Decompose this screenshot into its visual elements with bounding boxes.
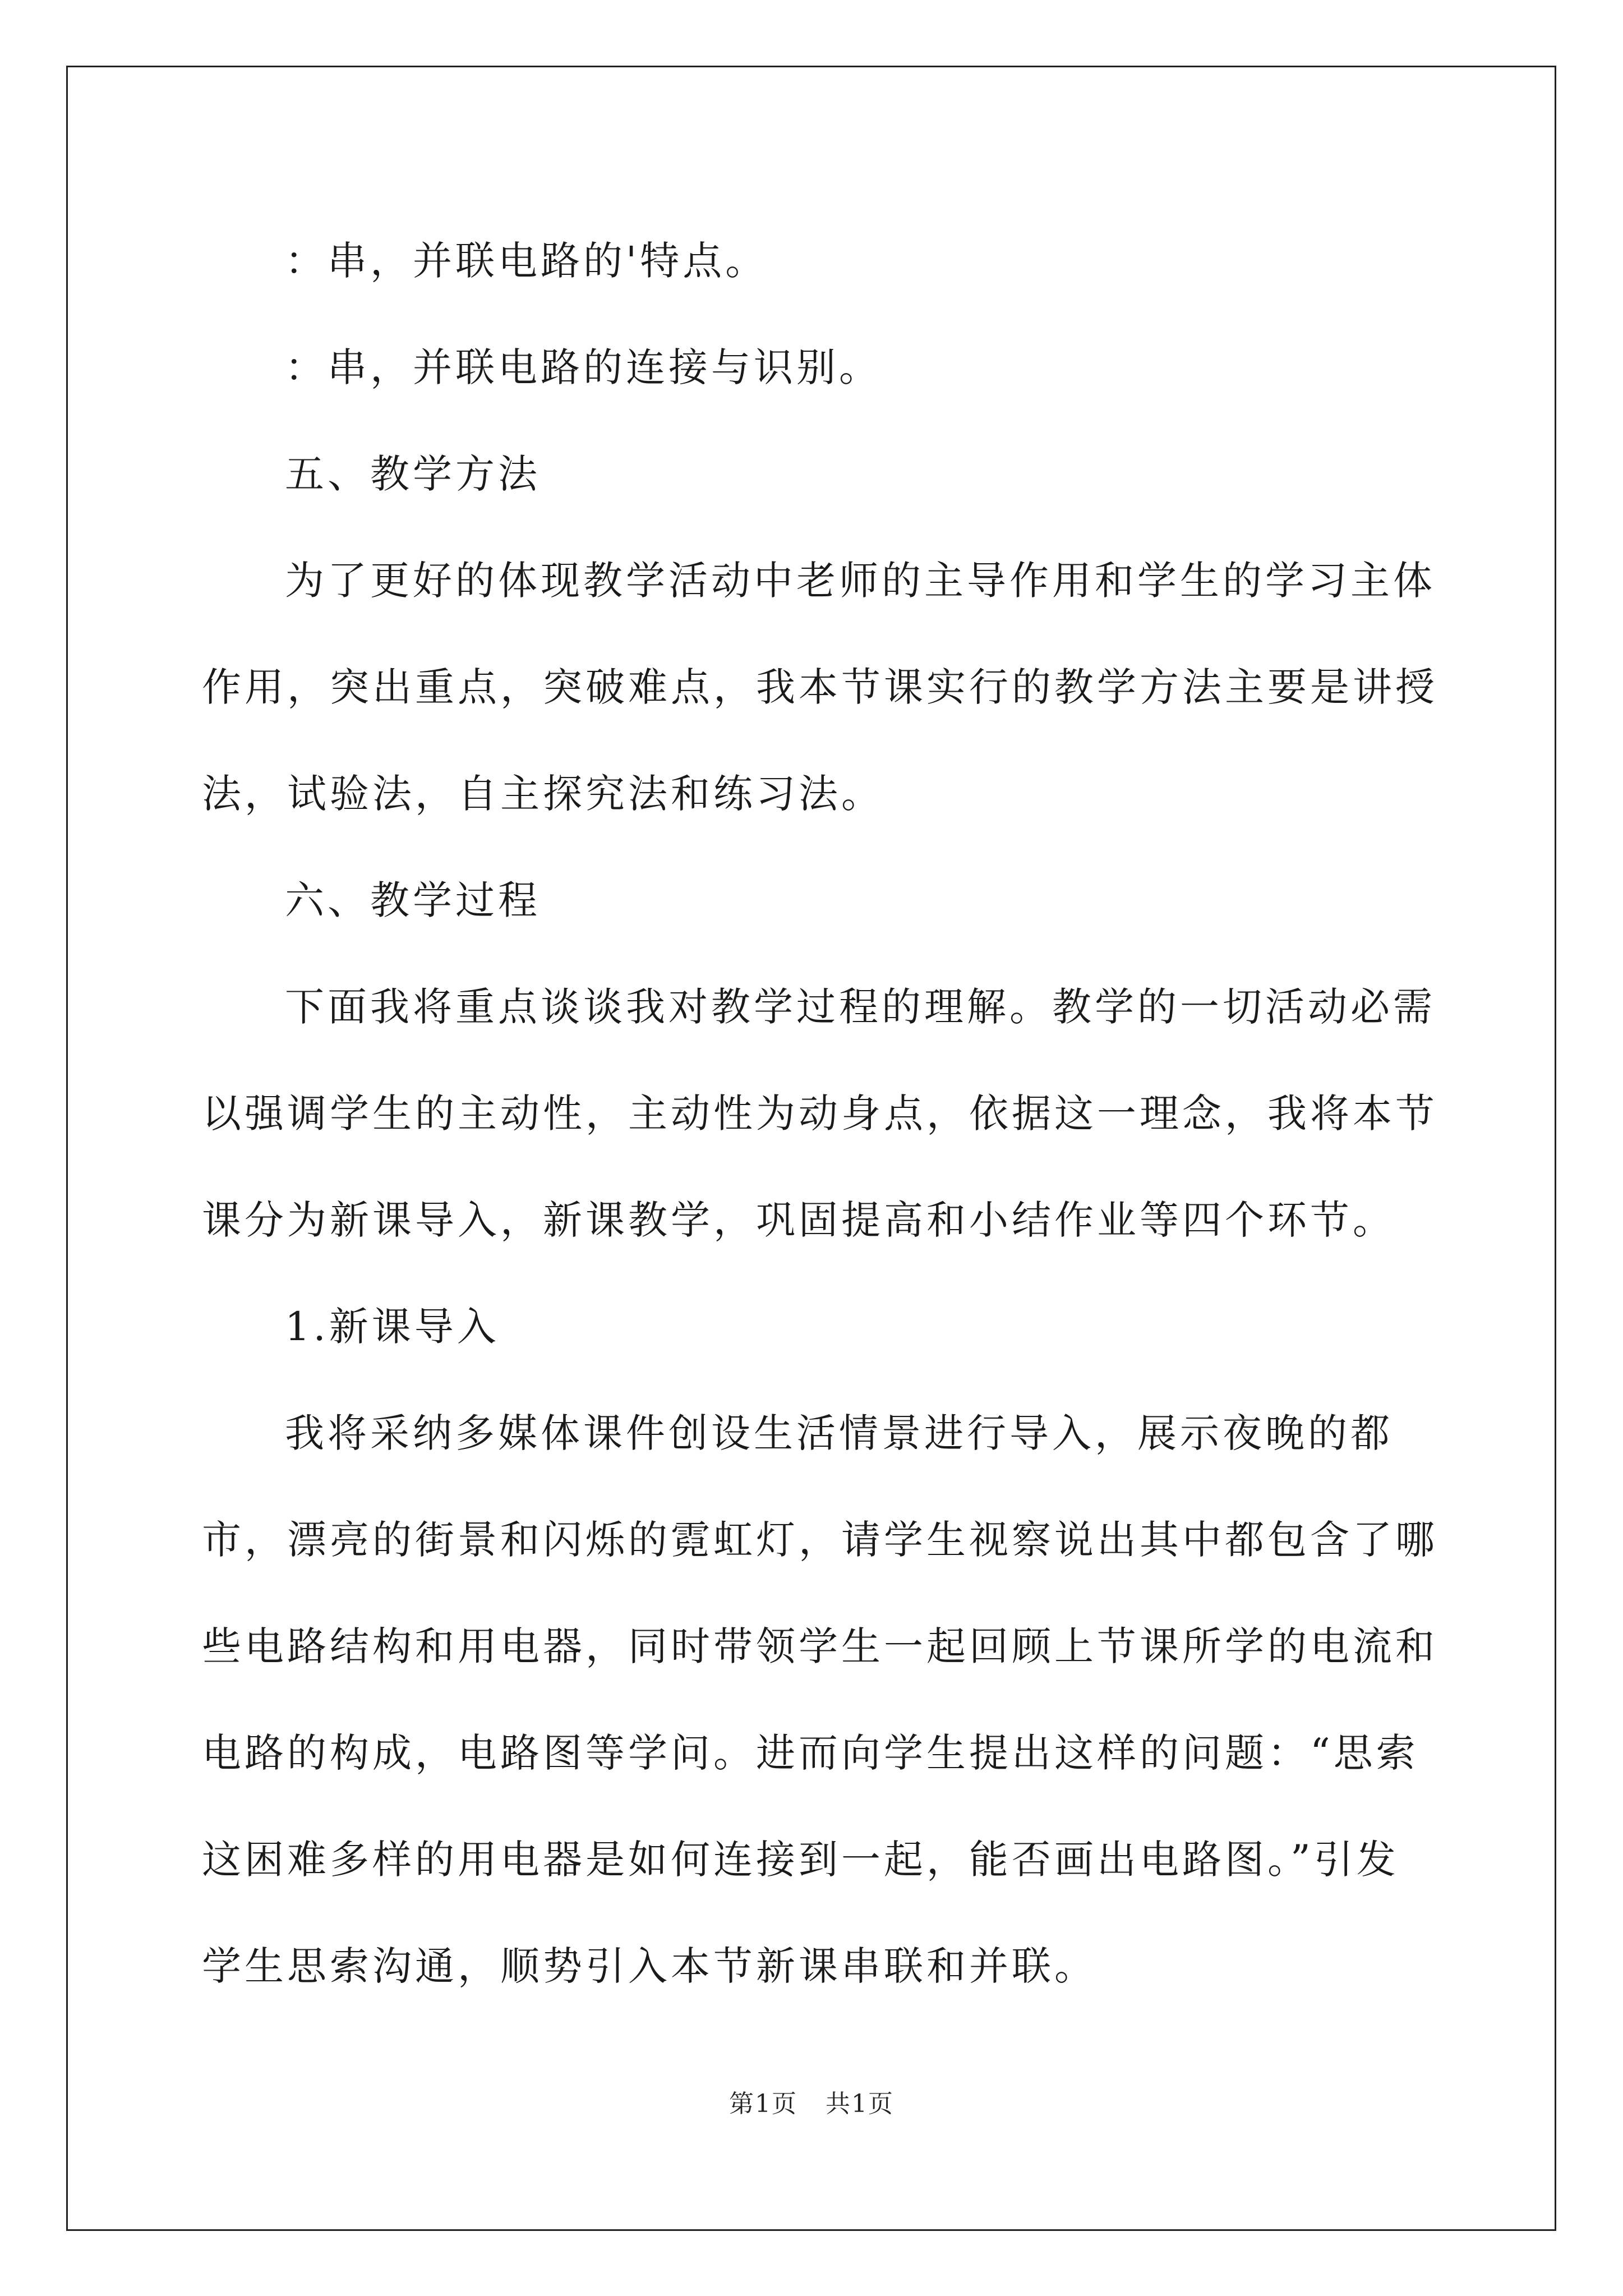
paragraph-teaching-methods: 为了更好的体现教学活动中老师的主导作用和学生的学习主体作用，突出重点，突破难点，我本节课实行的教学方法主要是讲授法，试验法，自主探究法和练习法。 [202, 558, 1438, 817]
document-body [202, 208, 1441, 2019]
section-heading-teaching-process: 六、教学过程 [285, 877, 541, 923]
page-footer [0, 2083, 1623, 2119]
section-heading-teaching-methods: 五、教学方法 [285, 451, 541, 497]
paragraph-new-lesson-intro: 我将采纳多媒体课件创设生活情景进行导入，展示夜晚的都市，漂亮的街景和闪烁的霓虹灯，请学生视察说出其中都包含了哪些电路结构和用电器，同时带领学生一起回顾上节课所学的电流和电路的构成，电路图等学问。进而向学生提出这样的问题：“思索这困难多样的用电器是如何连接到一起，能否画出电路图。”引发学生思索沟通，顺势引入本节新课串联和并联。 [202, 1410, 1438, 1989]
paragraph-teaching-process: 下面我将重点谈谈我对教学过程的理解。教学的一切活动必需以强调学生的主动性，主动性为动身点，依据这一理念，我将本节课分为新课导入，新课教学，巩固提高和小结作业等四个环节。 [202, 984, 1438, 1243]
paragraph-difficult-point: ：串，并联电路的连接与识别。 [285, 344, 882, 390]
page-number: 第1页 [729, 2090, 797, 2118]
section-heading-new-lesson-intro: 1.新课导入 [285, 1304, 500, 1350]
page-total: 共1页 [826, 2090, 894, 2118]
paragraph-key-point: ：串，并联电路的'特点。 [285, 238, 768, 284]
